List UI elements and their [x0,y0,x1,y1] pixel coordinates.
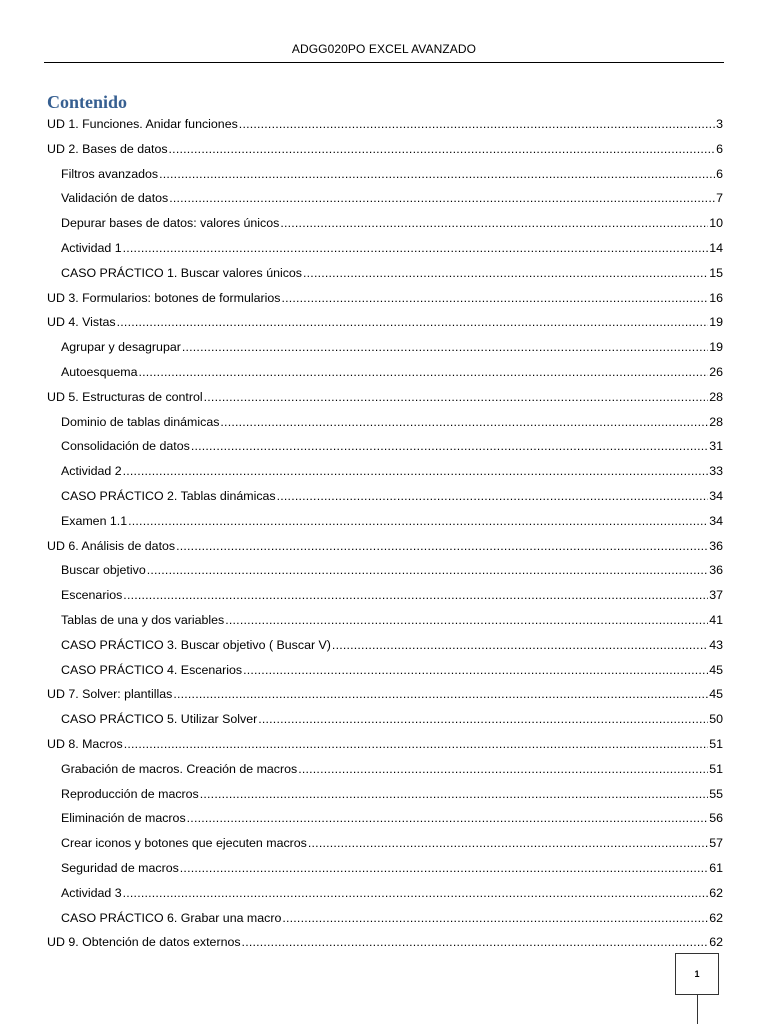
toc-entry-page: 16 [709,290,723,305]
toc-entry-page: 61 [709,860,723,875]
toc-entry[interactable] [47,560,723,585]
toc-entry[interactable] [47,932,723,957]
toc-entry-page: 6 [716,166,723,181]
toc-dot-leader [123,883,709,903]
toc-entry-page: 26 [709,364,723,379]
toc-entry-title: UD 8. Macros [47,736,123,751]
toc-entry-page: 14 [709,240,723,255]
toc-entry[interactable] [47,784,723,809]
toc-entry-title: Consolidación de datos [61,439,190,454]
toc-dot-leader [138,362,708,382]
toc-dot-leader [173,684,708,704]
toc-dot-leader [191,436,708,456]
toc-entry-page: 45 [709,662,723,677]
toc-dot-leader [258,709,708,729]
toc-entry[interactable] [47,883,723,908]
toc-entry-title: UD 2. Bases de datos [47,141,168,156]
toc-entry-page: 51 [709,761,723,776]
toc-entry-title: Filtros avanzados [61,166,159,181]
toc-entry-page: 43 [709,637,723,652]
toc-dot-leader [180,858,708,878]
toc-entry[interactable] [47,585,723,610]
toc-entry-page: 3 [716,117,723,131]
toc-entry-title: UD 7. Solver: plantillas [47,687,173,702]
toc-dot-leader [123,585,708,605]
page-number: 1 [694,969,700,979]
toc-dot-leader [332,635,708,655]
toc-entry-title: Agrupar y desagrupar [61,340,181,355]
toc-entry-title: Crear iconos y botones que ejecuten macros [61,836,307,851]
toc-entry-page: 62 [709,935,723,950]
toc-entry-page: 34 [709,513,723,528]
toc-entry-title: UD 1. Funciones. Anidar funciones [47,117,238,131]
toc-dot-leader [117,312,709,332]
toc-dot-leader [176,536,708,556]
toc-dot-leader [200,784,708,804]
toc-entry-page: 41 [709,612,723,627]
toc-entry-title: Actividad 2 [61,464,122,479]
toc-entry[interactable] [47,436,723,461]
toc-dot-leader [124,734,708,754]
toc-entry[interactable] [47,164,723,189]
toc-entry-title: Tablas de una y dos variables [61,612,225,627]
header-rule [44,62,724,63]
toc-entry-page: 37 [709,588,723,603]
toc-entry[interactable] [47,213,723,238]
toc-dot-leader [298,759,708,779]
table-of-contents [47,114,723,957]
toc-entry-title: Examen 1.1 [61,513,128,528]
toc-entry-page: 50 [709,712,723,727]
toc-entry[interactable] [47,263,723,288]
toc-entry-page: 34 [709,488,723,503]
toc-entry-page: 56 [709,811,723,826]
toc-entry-page: 19 [709,315,723,330]
toc-entry[interactable] [47,635,723,660]
toc-dot-leader [225,610,708,630]
toc-entry[interactable] [47,238,723,263]
toc-entry[interactable] [47,337,723,362]
toc-entry[interactable] [47,387,723,412]
toc-entry[interactable] [47,610,723,635]
toc-entry-title: UD 6. Análisis de datos [47,538,176,553]
toc-entry-title: Autoesquema [61,364,138,379]
toc-dot-leader [308,833,708,853]
toc-entry-title: Reproducción de macros [61,786,199,801]
toc-dot-leader [280,213,708,233]
toc-dot-leader [169,139,716,159]
toc-entry[interactable] [47,908,723,933]
toc-dot-leader [123,238,709,258]
toc-entry-title: UD 9. Obtención de datos externos [47,935,241,950]
toc-entry[interactable] [47,511,723,536]
toc-entry-title: Actividad 3 [61,885,122,900]
toc-entry-page: 6 [716,141,723,156]
toc-entry-page: 19 [709,340,723,355]
toc-dot-leader [242,932,709,952]
toc-dot-leader [169,188,715,208]
toc-entry[interactable] [47,461,723,486]
toc-entry-page: 31 [709,439,723,454]
toc-entry[interactable] [47,709,723,734]
toc-dot-leader [187,808,709,828]
toc-entry[interactable] [47,734,723,759]
toc-entry-title: Dominio de tablas dinámicas [61,414,220,429]
toc-entry-title: Escenarios [61,588,123,603]
toc-entry-title: Actividad 1 [61,240,122,255]
toc-entry-title: Grabación de macros. Creación de macros [61,761,298,776]
toc-entry-title: CASO PRÁCTICO 2. Tablas dinámicas [61,488,276,503]
toc-entry[interactable] [47,312,723,337]
toc-entry[interactable] [47,486,723,511]
toc-entry-title: Seguridad de macros [61,860,179,875]
toc-dot-leader [239,114,715,134]
toc-entry-title: UD 5. Estructuras de control [47,389,203,404]
toc-dot-leader [147,560,708,580]
toc-entry[interactable] [47,660,723,685]
toc-entry-page: 62 [709,910,723,925]
toc-entry-page: 28 [709,389,723,404]
toc-entry-page: 55 [709,786,723,801]
toc-entry-title: CASO PRÁCTICO 1. Buscar valores únicos [61,265,303,280]
toc-entry[interactable] [47,684,723,709]
toc-entry-page: 62 [709,885,723,900]
toc-entry-title: UD 4. Vistas [47,315,116,330]
page-box-connector [697,995,698,1024]
toc-entry-page: 33 [709,464,723,479]
toc-entry-title: Validación de datos [61,191,169,206]
toc-entry[interactable] [47,362,723,387]
toc-entry[interactable] [47,858,723,883]
toc-entry-page: 28 [709,414,723,429]
toc-heading: Contenido [47,92,128,112]
running-header: ADGG020PO EXCEL AVANZADO [291,42,477,56]
toc-entry-page: 7 [716,191,723,206]
toc-entry-page: 51 [709,736,723,751]
toc-dot-leader [123,461,709,481]
toc-entry-title: CASO PRÁCTICO 5. Utilizar Solver [61,712,258,727]
toc-dot-leader [281,288,708,308]
toc-entry-title: UD 3. Formularios: botones de formularios [47,290,281,305]
toc-dot-leader [128,511,708,531]
toc-dot-leader [303,263,708,283]
toc-entry-title: CASO PRÁCTICO 3. Buscar objetivo ( Buscar V) [61,637,331,652]
toc-dot-leader [277,486,709,506]
toc-entry[interactable] [47,188,723,213]
toc-entry-title: CASO PRÁCTICO 6. Grabar una macro [61,910,282,925]
toc-entry[interactable] [47,288,723,313]
toc-entry-title: CASO PRÁCTICO 4. Escenarios [61,662,243,677]
toc-entry[interactable] [47,412,723,437]
toc-entry[interactable] [47,536,723,561]
toc-entry[interactable] [47,833,723,858]
toc-dot-leader [282,908,708,928]
toc-entry-page: 57 [709,836,723,851]
toc-dot-leader [243,660,708,680]
toc-entry[interactable] [47,759,723,784]
toc-entry-page: 36 [709,563,723,578]
toc-dot-leader [204,387,709,407]
toc-dot-leader [220,412,708,432]
toc-entry-page: 15 [709,265,723,280]
toc-entry[interactable] [47,808,723,833]
toc-entry-title: Eliminación de macros [61,811,186,826]
toc-entry-page: 45 [709,687,723,702]
toc-entry-title: Depurar bases de datos: valores únicos [61,216,280,231]
toc-entry-page: 10 [709,216,723,231]
toc-entry-title: Buscar objetivo [61,563,146,578]
page-number-box [675,953,719,995]
toc-dot-leader [182,337,708,357]
toc-dot-leader [159,164,715,184]
toc-entry-page: 36 [709,538,723,553]
toc-entry[interactable] [47,114,723,139]
toc-entry[interactable] [47,139,723,164]
